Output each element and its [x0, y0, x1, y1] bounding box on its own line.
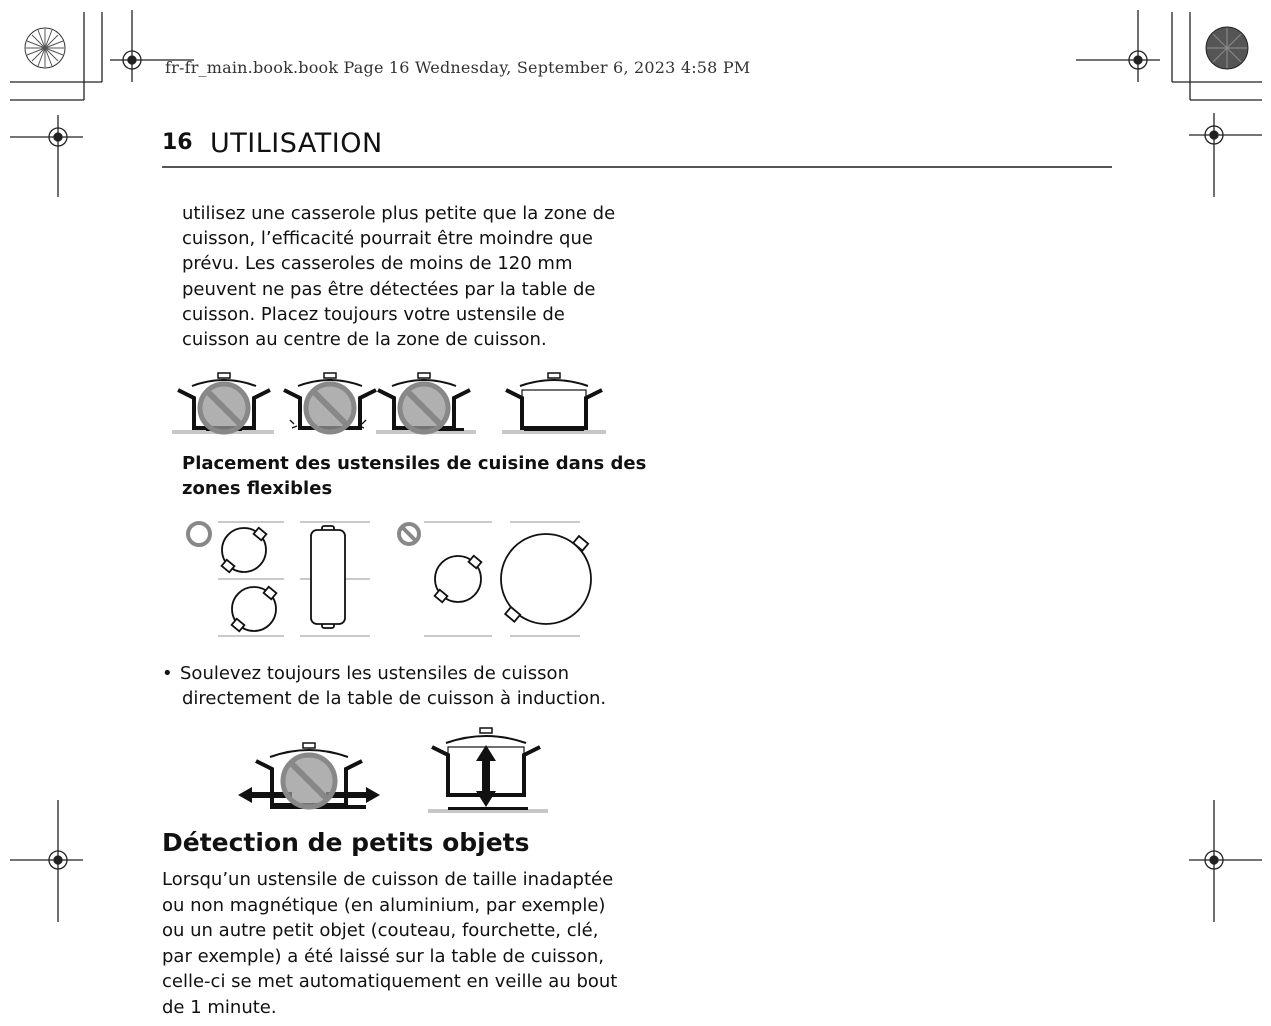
- text-line: ou un autre petit objet (couteau, fourchette, clé,: [162, 920, 599, 941]
- bullet-dot: •: [162, 663, 173, 684]
- griddle-across-zones-icon: [311, 526, 345, 628]
- page-number: 16: [162, 130, 193, 155]
- pot-off-center-icon: [376, 373, 476, 434]
- text-line: prévu. Les casseroles de moins de 120 mm: [182, 253, 573, 275]
- prohibit-symbol-icon: [399, 524, 419, 544]
- small-objects-paragraph: [162, 867, 632, 1020]
- correct-symbol-icon: [188, 523, 210, 545]
- heading-line: zones flexibles: [182, 478, 333, 499]
- text-line: Soulevez toujours les ustensiles de cuisson: [180, 663, 569, 684]
- pot-correct-icon: [502, 373, 606, 434]
- text-line: par exemple) a été laissé sur la table de cuisson,: [162, 945, 604, 967]
- text-line: peuvent ne pas être détectées par la table de: [182, 278, 596, 300]
- slide-prohibited-icon: [238, 743, 380, 809]
- text-line: directement de la table de cuisson à induction.: [182, 688, 607, 709]
- oversized-pot-icon: [501, 534, 591, 624]
- color-target-icon: [25, 28, 65, 68]
- text-line: cuisson. Placez toujours votre ustensile de: [182, 303, 565, 325]
- pot-too-small-icon: [172, 373, 274, 434]
- print-slug: fr-fr_main.book.book Page 16 Wednesday, September 6, 2023 4:58 PM: [165, 58, 751, 77]
- intro-paragraph: [182, 201, 642, 352]
- text-line: de 1 minute.: [162, 996, 277, 1018]
- page-header: [162, 128, 1112, 168]
- registration-mark-icon: [1189, 800, 1262, 922]
- registration-mark-icon: [10, 800, 83, 922]
- color-target-icon: [1206, 27, 1248, 69]
- registration-mark-icon: [1189, 113, 1262, 197]
- text-line: Lorsqu’un ustensile de cuisson de taille inadaptée: [162, 869, 614, 890]
- text-line: cuisson, l’efficacité pourrait être moindre que: [182, 228, 593, 250]
- flex-zone-illustration: [180, 512, 600, 647]
- pot-size-illustration: [170, 368, 610, 440]
- registration-mark-icon: [1076, 10, 1160, 82]
- pot-not-flat-icon: [284, 373, 376, 432]
- pot-between-zones-icon: [435, 556, 482, 603]
- registration-mark-icon: [10, 115, 83, 197]
- text-line: utilisez une casserole plus petite que la zone de: [182, 203, 616, 224]
- text-line: ou non magnétique (en aluminium, par exemple): [162, 894, 606, 916]
- lift-pot-illustration: [234, 725, 554, 820]
- flex-zones-heading: [182, 451, 647, 501]
- heading-line: Placement des ustensiles de cuisine dans des: [182, 453, 647, 474]
- text-line: celle-ci se met automatiquement en veille au bout: [162, 971, 618, 992]
- text-line: cuisson au centre de la zone de cuisson.: [182, 329, 547, 351]
- lift-correct-icon: [428, 728, 548, 813]
- small-objects-heading: Détection de petits objets: [162, 828, 530, 857]
- section-title: UTILISATION: [210, 128, 383, 159]
